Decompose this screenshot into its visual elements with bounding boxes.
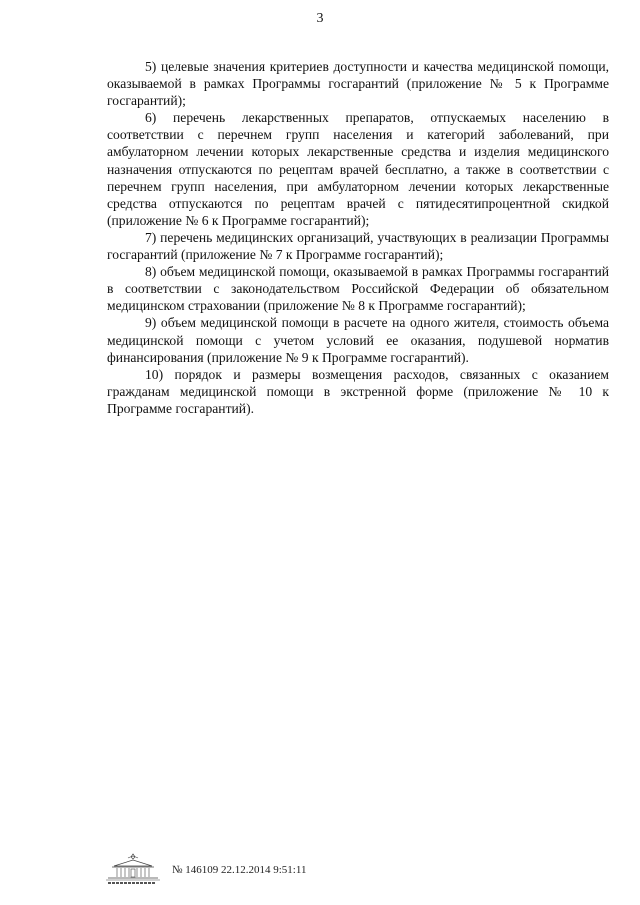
paragraph-item-5: 5) целевые значения критериев доступности и качества медицинской помощи, оказываемой в рамках Программы госгарантий (приложение № 5 к Программе госгарантий); [107,59,609,109]
paragraph-item-10: 10) порядок и размеры возмещения расходов, связанных с оказанием гражданам медицинской помощи в экстренной форме (приложение № 10 к Программе госгарантий). [107,366,609,416]
registration-number: № 146109 22.12.2014 9:51:11 [172,864,307,876]
registration-stamp [104,852,364,892]
government-building-stamp-icon [104,852,162,888]
paragraph-item-9: 9) объем медицинской помощи в расчете на одного жителя, стоимость объема медицинской помощи с учетом условий ее оказания, подушевой норматив финансирования (приложение № 9 к Программе госгарантий). [107,315,609,365]
paragraph-item-8: 8) объем медицинской помощи, оказываемой в рамках Программы госгарантий в соответствии с законодательством Российской Федерации об обязательном медицинском страховании (приложение № 8 к Программе госгарантий); [107,264,609,314]
page-number: 3 [316,11,324,26]
document-body [107,58,609,417]
paragraph-item-6: 6) перечень лекарственных препаратов, отпускаемых населению в соответствии с перечнем групп населения и категорий заболеваний, при амбулаторном лечении которых лекарственные средства и изделия медицинского назначения отпускаются по рецептам врачей бесплатно, а также в соответствии с перечнем групп населения, при амбулаторном лечении которых лекарственные средства отпускаются по рецептам врачей с пятидесятипроцентной скидкой (приложение № 6 к Программе госгарантий); [107,110,609,228]
paragraph-item-7: 7) перечень медицинских организаций, участвующих в реализации Программы госгарантий (приложение № 7 к Программе госгарантий); [107,229,609,263]
